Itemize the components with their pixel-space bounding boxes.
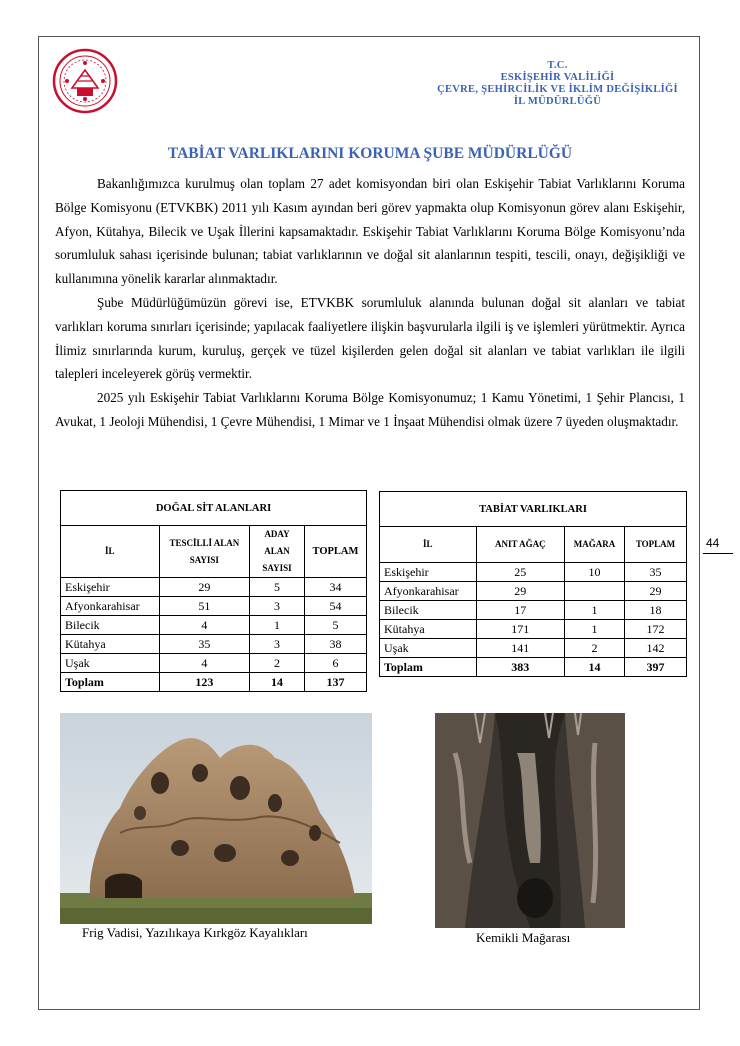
header-line-2: ESKİŞEHİR VALİLİĞİ bbox=[500, 72, 615, 83]
cell: 1 bbox=[565, 601, 625, 620]
cell: Kütahya bbox=[61, 635, 160, 654]
cell: Bilecik bbox=[380, 601, 477, 620]
table-row bbox=[380, 601, 687, 620]
cell: 25 bbox=[476, 563, 564, 582]
cell: 35 bbox=[624, 563, 686, 582]
column-header: İL bbox=[61, 526, 160, 578]
cell: 10 bbox=[565, 563, 625, 582]
header-line-1: T.C. bbox=[547, 60, 568, 71]
ministry-logo-icon bbox=[52, 48, 118, 114]
photo-caption-1: Frig Vadisi, Yazılıkaya Kırkgöz Kayalıkları bbox=[82, 925, 308, 940]
cell: Toplam bbox=[61, 673, 160, 692]
photo-caption-2: Kemikli Mağarası bbox=[476, 930, 571, 945]
cell: 14 bbox=[565, 658, 625, 677]
column-header: TESCİLLİ ALAN SAYISI bbox=[159, 526, 249, 578]
table-row bbox=[61, 597, 367, 616]
cell: Uşak bbox=[61, 654, 160, 673]
cell: 54 bbox=[304, 597, 366, 616]
cell: 141 bbox=[476, 639, 564, 658]
cell: 171 bbox=[476, 620, 564, 639]
cell: 172 bbox=[624, 620, 686, 639]
cell: 35 bbox=[159, 635, 249, 654]
column-header: TOPLAM bbox=[304, 526, 366, 578]
tabiat-varliklari-table bbox=[379, 491, 687, 677]
cell: 6 bbox=[304, 654, 366, 673]
table-title: TABİAT VARLIKLARI bbox=[380, 492, 687, 527]
cell: Kütahya bbox=[380, 620, 477, 639]
cell: 397 bbox=[624, 658, 686, 677]
page-number-rule bbox=[703, 553, 733, 554]
column-header: ADAY ALAN SAYISI bbox=[250, 526, 305, 578]
cell: 1 bbox=[565, 620, 625, 639]
table-row bbox=[61, 654, 367, 673]
table-row bbox=[380, 582, 687, 601]
page-title: TABİAT VARLIKLARINI KORUMA ŞUBE MÜDÜRLÜĞÜ bbox=[167, 145, 573, 162]
cell: 38 bbox=[304, 635, 366, 654]
cell: 123 bbox=[159, 673, 249, 692]
cell: 3 bbox=[250, 597, 305, 616]
table-title: DOĞAL SİT ALANLARI bbox=[61, 491, 367, 526]
cell: 17 bbox=[476, 601, 564, 620]
column-header: MAĞARA bbox=[565, 527, 625, 563]
photo-frig-vadisi bbox=[60, 713, 372, 924]
cell: Bilecik bbox=[61, 616, 160, 635]
table-row bbox=[380, 639, 687, 658]
dogal-sit-table bbox=[60, 490, 367, 692]
cell: 18 bbox=[624, 601, 686, 620]
cave-image bbox=[435, 713, 625, 928]
cell: 29 bbox=[159, 578, 249, 597]
paragraph-1: Bakanlığımızca kurulmuş olan toplam 27 adet komisyondan biri olan Eskişehir Tabiat Varlıklarını Koruma Bölge Komisyonu (ETVKBK) 2011 yılı Kasım ayından beri görev yapmakta olup Komisyonun görev alanı Eskişehir, Afyon, Kütahya, Bilecik ve Uşak İllerini kapsamaktadır. Eskişehir Tabiat Varlıklarını Koruma Bölge Komisyonu’nda sorumluluk sahası içerisinde bulunan; tabiat varlıklarının ve doğal sit alanlarının tespiti, tescili, onayı, değişikliği ve kullanımına yönelik kararlar alınmaktadır. bbox=[55, 176, 685, 287]
table-row bbox=[380, 620, 687, 639]
table-row bbox=[380, 563, 687, 582]
ministry-header bbox=[380, 60, 735, 108]
total-row bbox=[380, 658, 687, 677]
header-line-3: ÇEVRE, ŞEHİRCİLİK VE İKLİM DEĞİŞİKLİĞİ bbox=[437, 84, 678, 95]
cell: 5 bbox=[250, 578, 305, 597]
cell: 2 bbox=[250, 654, 305, 673]
cell: Afyonkarahisar bbox=[380, 582, 477, 601]
cell: 34 bbox=[304, 578, 366, 597]
cell: Eskişehir bbox=[380, 563, 477, 582]
cell: 383 bbox=[476, 658, 564, 677]
table-row bbox=[61, 616, 367, 635]
body-text bbox=[55, 172, 685, 434]
cell: Afyonkarahisar bbox=[61, 597, 160, 616]
cell bbox=[565, 582, 625, 601]
cell: 2 bbox=[565, 639, 625, 658]
cell: 4 bbox=[159, 654, 249, 673]
cell: Uşak bbox=[380, 639, 477, 658]
cell: 1 bbox=[250, 616, 305, 635]
column-header: ANIT AĞAÇ bbox=[476, 527, 564, 563]
cell: 4 bbox=[159, 616, 249, 635]
cell: 51 bbox=[159, 597, 249, 616]
cell: 5 bbox=[304, 616, 366, 635]
cell: 142 bbox=[624, 639, 686, 658]
cell: 29 bbox=[476, 582, 564, 601]
cell: 14 bbox=[250, 673, 305, 692]
cell: 137 bbox=[304, 673, 366, 692]
table-row bbox=[61, 578, 367, 597]
cell: 29 bbox=[624, 582, 686, 601]
photo-kemikli-magarasi bbox=[435, 713, 625, 928]
paragraph-3: 2025 yılı Eskişehir Tabiat Varlıklarını Koruma Bölge Komisyonumuz; 1 Kamu Yönetimi, 1 Şehir Plancısı, 1 Avukat, 1 Jeoloji Mühendisi, 1 Çevre Mühendisi, 1 Mimar ve 1 İnşaat Mühendisi olmak üzere 7 üyeden oluşmaktadır. bbox=[55, 390, 685, 429]
header-line-4: İL MÜDÜRLÜĞÜ bbox=[513, 96, 602, 107]
rock-formation-image bbox=[60, 713, 372, 924]
cell: Toplam bbox=[380, 658, 477, 677]
total-row bbox=[61, 673, 367, 692]
cell: 3 bbox=[250, 635, 305, 654]
table-row bbox=[61, 635, 367, 654]
cell: Eskişehir bbox=[61, 578, 160, 597]
page-number: 44 bbox=[706, 536, 720, 550]
paragraph-2: Şube Müdürlüğümüzün görevi ise, ETVKBK sorumluluk alanında bulunan doğal sit alanları ve tabiat varlıkları koruma sınırları içerisinde; yapılacak faaliyetlere ilişkin başvurularla ilgili iş ve işlemleri yürütmektir. Ayrıca İlimiz sınırlarında kurum, kuruluş, gerçek ve tüzel kişilerden gelen doğal sit alanları ve tabiat varlıkları ile ilgili talepleri inceleyerek görüş vermektir. bbox=[55, 294, 685, 382]
column-header: İL bbox=[380, 527, 477, 563]
column-header: TOPLAM bbox=[624, 527, 686, 563]
